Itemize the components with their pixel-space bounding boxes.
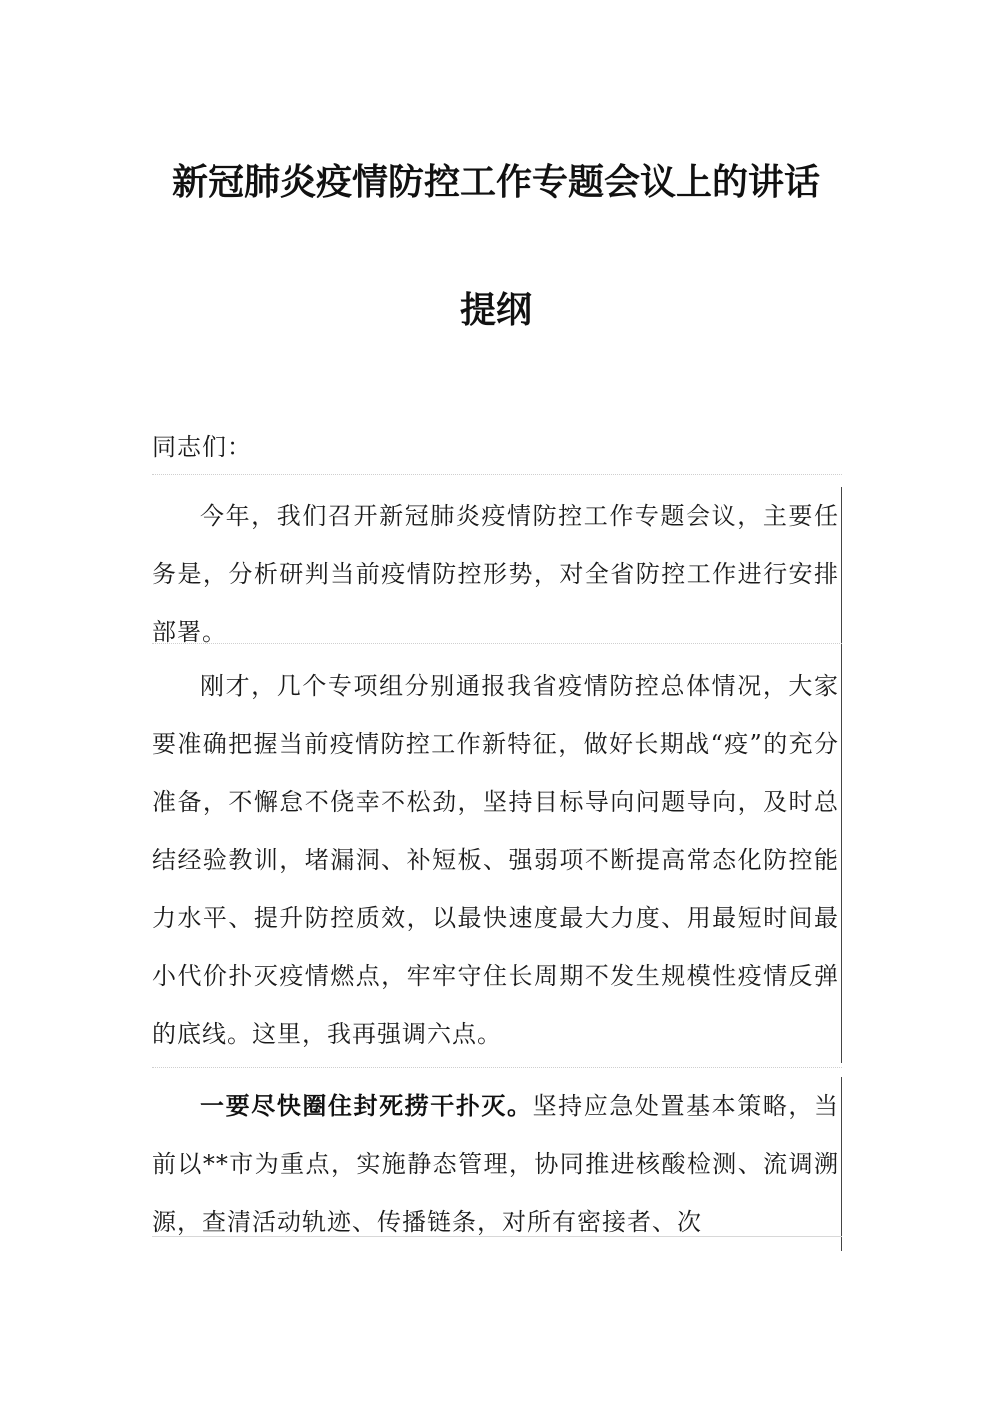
document-title-line-2: 提纲 bbox=[459, 289, 532, 331]
paragraph-3-lead: 一要尽快圈住封死捞干扑灭。 bbox=[200, 1091, 533, 1120]
paragraph-2: 刚才，几个专项组分别通报我省疫情防控总体情况，大家要准确把握当前疫情防控工作新特征，做好长期战“疫”的充分准备，不懈怠不侥幸不松劲，坚持目标导向问题导向，及时总结经验教训，堵漏洞、补短板、强弱项不断提高常态化防控能力水平、提升防控质效，以最快速度最大力度、用最短时间最小代价扑灭疫情燃点，牢牢守住长周期不发生规模性疫情反弹的底线。这里，我再强调六点。 bbox=[152, 657, 842, 1063]
greeting-text: 同志们： bbox=[152, 433, 252, 461]
document-title-line-1: 新冠肺炎疫情防控工作专题会议上的讲话 bbox=[171, 161, 820, 203]
greeting-block bbox=[152, 418, 842, 476]
paragraph-separator bbox=[152, 643, 842, 644]
page-bottom-rule bbox=[152, 1236, 842, 1237]
paragraph-2-block bbox=[152, 657, 842, 1063]
paragraph-3-body: 坚持应急处置基本策略，当前以**市为重点，实施静态管理，协同推进核酸检测、流调溯源，查清活动轨迹、传播链条，对所有密接者、次 bbox=[152, 1092, 840, 1236]
paragraph-3-block bbox=[152, 1077, 842, 1251]
paragraph-separator bbox=[152, 474, 842, 475]
paragraph-1-block bbox=[152, 487, 842, 661]
paragraph-3 bbox=[152, 1077, 842, 1251]
paragraph-separator bbox=[152, 1067, 842, 1068]
paragraph-1: 今年，我们召开新冠肺炎疫情防控工作专题会议，主要任务是，分析研判当前疫情防控形势，对全省防控工作进行安排部署。 bbox=[152, 487, 842, 661]
